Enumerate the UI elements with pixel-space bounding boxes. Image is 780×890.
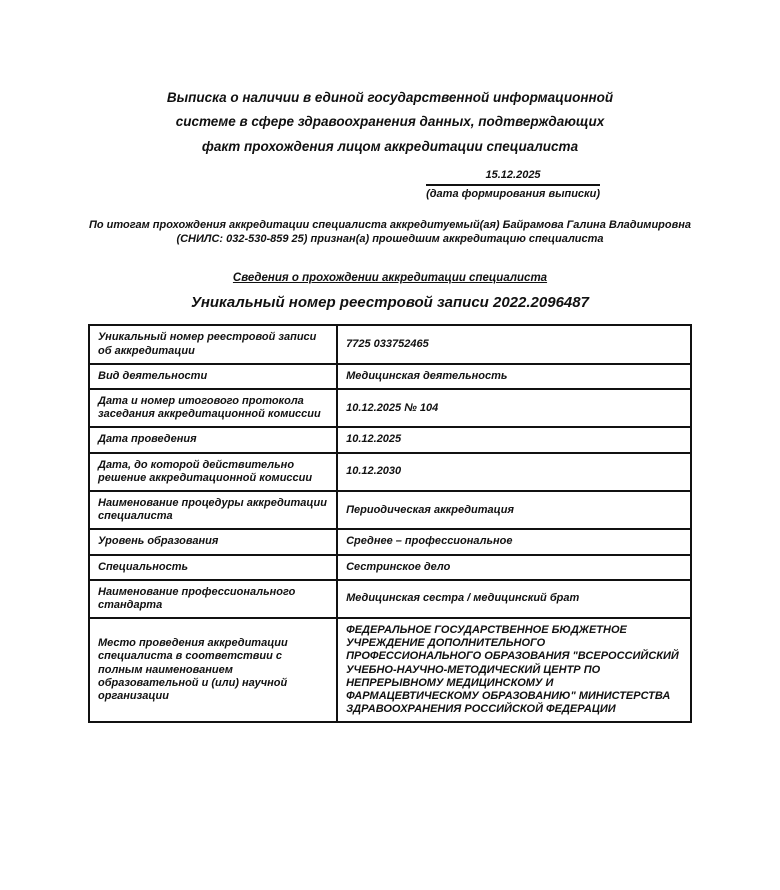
table-row xyxy=(89,580,691,618)
row-value-cell: Медицинская деятельность xyxy=(337,364,691,389)
table-row xyxy=(89,389,691,427)
issue-date-caption: (дата формирования выписки) xyxy=(426,187,600,200)
table-row xyxy=(89,364,691,389)
row-label-cell: Вид деятельности xyxy=(89,364,337,389)
row-value-cell: 10.12.2025 № 104 xyxy=(337,389,691,427)
table-row xyxy=(89,618,691,722)
row-label-cell: Уровень образования xyxy=(89,529,337,554)
section-heading: Сведения о прохождении аккредитации специалиста xyxy=(232,272,548,285)
accreditation-table xyxy=(88,324,692,723)
row-value-cell: Среднее – профессиональное xyxy=(337,529,691,554)
table-row xyxy=(89,427,691,452)
row-label-cell: Наименование профессионального стандарта xyxy=(89,580,337,618)
row-value-cell: Медицинская сестра / медицинский брат xyxy=(337,580,691,618)
row-value-cell: Сестринское дело xyxy=(337,555,691,580)
table-row xyxy=(89,453,691,491)
row-value-cell: ФЕДЕРАЛЬНОЕ ГОСУДАРСТВЕННОЕ БЮДЖЕТНОЕ УЧРЕЖДЕНИЕ ДОПОЛНИТЕЛЬНОГО ПРОФЕССИОНАЛЬНОГО ОБРАЗОВАНИЯ "ВСЕРОССИЙСКИЙ УЧЕБНО-НАУЧНО-МЕТОДИЧЕСКИЙ ЦЕНТР ПО НЕПРЕРЫВНОМУ МЕДИЦИНСКОМУ И ФАРМАЦЕВТИЧЕСКОМУ ОБРАЗОВАНИЮ" МИНИСТЕРСТВА ЗДРАВООХРАНЕНИЯ РОССИЙСКОЙ ФЕДЕРАЦИИ xyxy=(337,618,691,722)
table-row xyxy=(89,491,691,529)
row-value-cell: 10.12.2025 xyxy=(337,427,691,452)
registry-record-heading: Уникальный номер реестровой записи 2022.2096487 xyxy=(191,294,589,312)
table-row xyxy=(89,325,691,363)
page-title: Выписка о наличии в единой государственной информационной системе в сфере здравоохранения данных, подтверждающих факт прохождения лицом аккредитации специалиста xyxy=(166,90,614,154)
row-value-cell: 7725 033752465 xyxy=(337,325,691,363)
row-label-cell: Место проведения аккредитации специалиста в соответствии с полным наименованием образовательной и (или) научной организации xyxy=(89,618,337,722)
row-label-cell: Уникальный номер реестровой записи об аккредитации xyxy=(89,325,337,363)
row-label-cell: Наименование процедуры аккредитации специалиста xyxy=(89,491,337,529)
table-row xyxy=(89,555,691,580)
accreditation-table-body xyxy=(89,325,691,722)
row-label-cell: Специальность xyxy=(89,555,337,580)
row-value-cell: 10.12.2030 xyxy=(337,453,691,491)
row-value-cell: Периодическая аккредитация xyxy=(337,491,691,529)
issue-date-block xyxy=(426,169,600,200)
row-label-cell: Дата проведения xyxy=(89,427,337,452)
row-label-cell: Дата, до которой действительно решение аккредитационной комиссии xyxy=(89,453,337,491)
intro-paragraph: По итогам прохождения аккредитации специалиста аккредитуемый(ая) Байрамова Галина Владимировна (СНИЛС: 032-530-859 25) признан(а) прошедшим аккредитацию специалиста xyxy=(88,218,692,246)
issue-date-value: 15.12.2025 xyxy=(426,169,600,186)
row-label-cell: Дата и номер итогового протокола заседания аккредитационной комиссии xyxy=(89,389,337,427)
table-row xyxy=(89,529,691,554)
